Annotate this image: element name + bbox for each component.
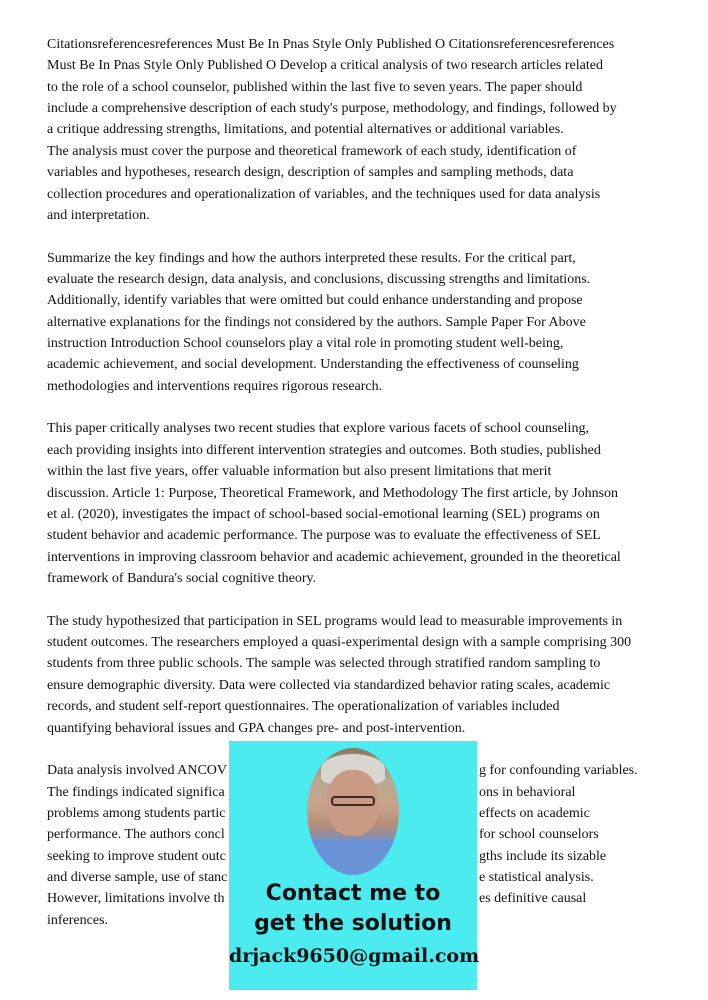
ad-headline-1: Contact me to bbox=[265, 881, 441, 906]
text-line: methodologies and interventions requires rigorous research. bbox=[47, 378, 383, 394]
text-line: academic achievement, and social development. Understanding the effectiveness of counseling bbox=[47, 357, 579, 373]
text-line: and interpretation. bbox=[47, 207, 150, 223]
text-line: student outcomes. The researchers employed a quasi-experimental design with a sample comprising 300 bbox=[47, 635, 632, 651]
text-line: variables and hypotheses, research design, description of samples and sampling methods, data bbox=[47, 165, 574, 181]
text-line: to the role of a school counselor, published within the last five to seven years. The paper should bbox=[47, 79, 583, 95]
text-fragment-right: for school counselors bbox=[479, 827, 599, 843]
text-line: collection procedures and operationalization of variables, and the techniques used for data analysis bbox=[47, 186, 601, 202]
text-line: et al. (2020), investigates the impact of school-based social-emotional learning (SEL) programs on bbox=[47, 506, 600, 522]
text-fragment-right: ons in behavioral bbox=[479, 784, 576, 800]
text-line: The analysis must cover the purpose and theoretical framework of each study, identification of bbox=[47, 143, 577, 159]
text-line: Summarize the key findings and how the authors interpreted these results. For the critical part, bbox=[47, 250, 576, 266]
text-fragment-left: problems among students partic bbox=[47, 805, 226, 821]
text-line: alternative explanations for the findings not considered by the authors. Sample Paper For Above bbox=[47, 314, 586, 330]
text-line: ensure demographic diversity. Data were collected via standardized behavior rating scales, academic bbox=[47, 677, 611, 693]
text-fragment-right: e statistical analysis. bbox=[479, 870, 594, 886]
text-line: student behavior and academic performance. The purpose was to evaluate the effectiveness of SEL bbox=[47, 528, 601, 544]
text-line: evaluate the research design, data analysis, and conclusions, discussing strengths and limitations. bbox=[47, 271, 591, 287]
text-fragment-left: The findings indicated significa bbox=[47, 784, 225, 800]
text-line: discussion. Article 1: Purpose, Theoretical Framework, and Methodology The first article, by Johnson bbox=[47, 485, 619, 501]
text-line: include a comprehensive description of each study's purpose, methodology, and findings, followed by bbox=[47, 101, 617, 117]
ad-email: drjack9650@gmail.com bbox=[229, 945, 480, 967]
text-fragment-left: However, limitations involve th bbox=[47, 891, 225, 907]
text-fragment-right: g for confounding variables. bbox=[479, 763, 638, 779]
text-fragment-right: gths include its sizable bbox=[479, 848, 607, 864]
text-line: quantifying behavioral issues and GPA changes pre- and post-intervention. bbox=[47, 720, 466, 736]
contact-advertisement bbox=[229, 741, 480, 990]
text-line: within the last five years, offer valuable information but also present limitations that merit bbox=[47, 464, 552, 480]
text-line: a critique addressing strengths, limitations, and potential alternatives or additional variables. bbox=[47, 122, 564, 138]
text-line: each providing insights into different intervention strategies and outcomes. Both studies, published bbox=[47, 442, 601, 458]
text-line: The study hypothesized that participation in SEL programs would lead to measurable improvements in bbox=[47, 613, 623, 629]
text-fragment-right: es definitive causal bbox=[479, 891, 587, 907]
text-line: This paper critically analyses two recent studies that explore various facets of school counseling, bbox=[47, 421, 589, 437]
text-line: Citationsreferencesreferences Must Be In Pnas Style Only Published O Citationsreferencesreferences bbox=[47, 37, 615, 52]
text-line: students from three public schools. The sample was selected through stratified random sampling to bbox=[47, 656, 601, 672]
text-line: instruction Introduction School counselors play a vital role in promoting student well-being, bbox=[47, 336, 564, 352]
text-line: Must Be In Pnas Style Only Published O Develop a critical analysis of two research articles related bbox=[47, 58, 603, 74]
ad-headline-2: get the solution bbox=[254, 911, 452, 936]
text-fragment-left: and diverse sample, use of stanc bbox=[47, 870, 228, 886]
text-line: Additionally, identify variables that were omitted but could enhance understanding and propose bbox=[47, 293, 583, 309]
text-fragment-left: Data analysis involved ANCOV bbox=[47, 763, 228, 779]
text-line: interventions in improving classroom behavior and academic achievement, grounded in the theoretical bbox=[47, 549, 621, 565]
text-fragment-right: effects on academic bbox=[479, 805, 590, 821]
text-fragment-left: performance. The authors concl bbox=[47, 827, 225, 843]
text-fragment-left: seeking to improve student outc bbox=[47, 848, 226, 864]
text-line: framework of Bandura's social cognitive theory. bbox=[47, 570, 317, 586]
text-line: records, and student self-report questionnaires. The operationalization of variables included bbox=[47, 699, 560, 715]
text-fragment-left: inferences. bbox=[47, 912, 109, 928]
author-photo bbox=[307, 748, 399, 875]
